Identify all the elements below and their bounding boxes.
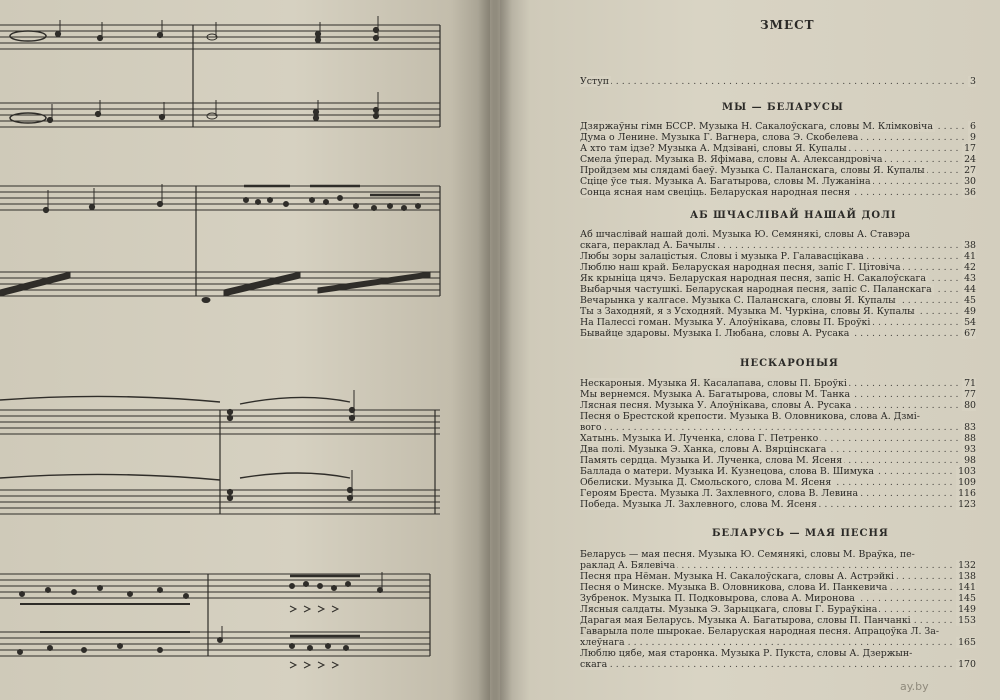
toc-entry: Люблю наш край. Беларуская народная песня, запіс Г. Цітовіча 42 . . . bbox=[580, 262, 976, 273]
section-heading: БЕЛАРУСЬ — МАЯ ПЕСНЯ bbox=[712, 528, 889, 539]
toc-entry-intro bbox=[580, 76, 976, 87]
toc-entry-first-line: Песня о Брестской крепости. Музыка В. Оловникова, слова А. Дзмі- bbox=[580, 411, 920, 422]
toc-entry: Победа. Музыка Л. Захлевного, слова М. Ясеня 123 . . . bbox=[580, 499, 976, 510]
toc-entry: Два полі. Музыка Э. Ханка, словы А. Вярцінскага 93 . . . bbox=[580, 444, 976, 455]
toc-entry: Песня пра Нёман. Музыка Н. Сакалоўскага, словы А. Астрэйкі 138 . . . bbox=[580, 571, 976, 582]
toc-entry: хлеўнага 165 . . . bbox=[580, 637, 976, 648]
toc-entry: Вечарынка у калгасе. Музыка С. Паланскага, словы Я. Купалы 45 . . . bbox=[580, 295, 976, 306]
toc-entry-first-line: Беларусь — мая песня. Музыка Ю. Семянякі, словы М. Враўка, пе- bbox=[580, 549, 915, 560]
toc-entry: Выбарчыя частушкі. Беларуская народная песня, запіс С. Паланскага 44 . . . bbox=[580, 284, 976, 295]
toc-entry-first-line: Гаварыла поле шырокае. Беларуская народная песня. Апрацоўка Л. За- bbox=[580, 626, 939, 637]
toc-entry: Мы вернемся. Музыка А. Багатырова, словы М. Танка 77 . . . bbox=[580, 389, 976, 400]
toc-entry: Пройдзем мы слядамі баеў. Музыка С. Паланскага, словы Я. Купалы 27 . . . bbox=[580, 165, 976, 176]
section-heading: МЫ — БЕЛАРУСЫ bbox=[722, 102, 844, 113]
staff-group bbox=[0, 390, 440, 514]
book-gutter bbox=[478, 0, 512, 700]
toc-entry: Нескароныя. Музыка Я. Касалапава, словы П. Броўкі 71 . . . bbox=[580, 378, 976, 389]
toc-entry: Память сердца. Музыка И. Лученка, слова М. Ясеня 98 . . . bbox=[580, 455, 976, 466]
staff-group bbox=[0, 16, 440, 127]
toc-entry-first-line: Аб шчаслівай нашай долі. Музыка Ю. Семянякі, словы А. Ставэра bbox=[580, 229, 911, 240]
entry-title: Уступ bbox=[580, 76, 609, 87]
watermark: ay.by bbox=[900, 680, 929, 693]
toc-entry: Дарагая мая Беларусь. Музыка А. Багатырова, словы П. Панчанкі 153 . . . bbox=[580, 615, 976, 626]
toc-entry: Сонца ясная нам свеціць. Беларуская народная песня 36 . . . bbox=[580, 187, 976, 198]
toc-entry: Смела ўперад. Музыка В. Яфімава, словы А. Александровіча 24 . . . bbox=[580, 154, 976, 165]
toc-entry: Любы зоры залацістыя. Словы і музыка Р. Галавасцікава 41 . . . bbox=[580, 251, 976, 262]
toc-entry-first-line: Люблю цябе, мая старонка. Музыка Р. Пукста, словы А. Дзержын- bbox=[580, 648, 913, 659]
toc-entry: скага 170 . . . bbox=[580, 659, 976, 670]
toc-entry: скага, пераклад А. Бачылы 38 . . . bbox=[580, 240, 976, 251]
toc-entry: вого 83 . . . bbox=[580, 422, 976, 433]
toc-entry: Дзяржаўны гімн БССР. Музыка Н. Сакалоўскага, словы М. Клімковіча 6 . . . bbox=[580, 121, 976, 132]
toc-entry: Дума о Ленине. Музыка Г. Вагнера, слова Э. Скобелева 9 . . . bbox=[580, 132, 976, 143]
toc-entry: Зубренок. Музыка П. Подковырова, слова А. Миронова 145 . . . bbox=[580, 593, 976, 604]
sheet-music-fragment bbox=[0, 0, 480, 700]
toc-entry: На Палессі гоман. Музыка У. Алоўнікава, словы П. Броўкі 54 . . . bbox=[580, 317, 976, 328]
toc-title: ЗМЕСТ bbox=[760, 18, 815, 32]
toc-entry: Баллада о матери. Музыка И. Кузнецова, слова В. Шимука 103 . . . bbox=[580, 466, 976, 477]
toc-entry: Лясныя салдаты. Музыка Э. Зарыцкага, словы Г. Бураўкіна 149 . . . bbox=[580, 604, 976, 615]
toc-entry: Героям Бреста. Музыка Л. Захлевного, слова В. Левина 116 . . . bbox=[580, 488, 976, 499]
section-heading: НЕСКАРОНЫЯ bbox=[740, 358, 839, 369]
toc-entry: Обелиски. Музыка Д. Смольского, слова М. Ясеня 109 . . . bbox=[580, 477, 976, 488]
toc-entry: Лясная песня. Музыка У. Алоўнікава, словы А. Русака 80 . . . bbox=[580, 400, 976, 411]
toc-entry: Як крыніца цячэ. Беларуская народная песня, запіс Н. Сакалоўскага 43 . . . bbox=[580, 273, 976, 284]
toc-entry: Ты з Заходняй, я з Усходняй. Музыка М. Чуркіна, словы Я. Купалы 49 . . . bbox=[580, 306, 976, 317]
toc-entry: А хто там ідзе? Музыка А. Мдзівані, словы Я. Купалы 17 . . . bbox=[580, 143, 976, 154]
toc-entry: Бывайце здаровы. Музыка І. Любана, словы А. Русака 67 . . . bbox=[580, 328, 976, 339]
entry-page: 3 bbox=[970, 76, 976, 87]
toc-entry: Песня о Минске. Музыка В. Оловникова, слова И. Панкевича 141 . . . bbox=[580, 582, 976, 593]
toc-entry: Сціце ўсе тыя. Музыка А. Багатырова, словы М. Лужаніна 30 . . . bbox=[580, 176, 976, 187]
toc-entry: раклад А. Бялевіча 132 . . . bbox=[580, 560, 976, 571]
staff-group bbox=[0, 184, 440, 303]
section-heading: АБ ШЧАСЛІВАЙ НАШАЙ ДОЛІ bbox=[690, 210, 897, 221]
staff-group bbox=[0, 572, 430, 668]
toc-entry: Хатынь. Музыка И. Лученка, слова Г. Петренко 88 . . . bbox=[580, 433, 976, 444]
